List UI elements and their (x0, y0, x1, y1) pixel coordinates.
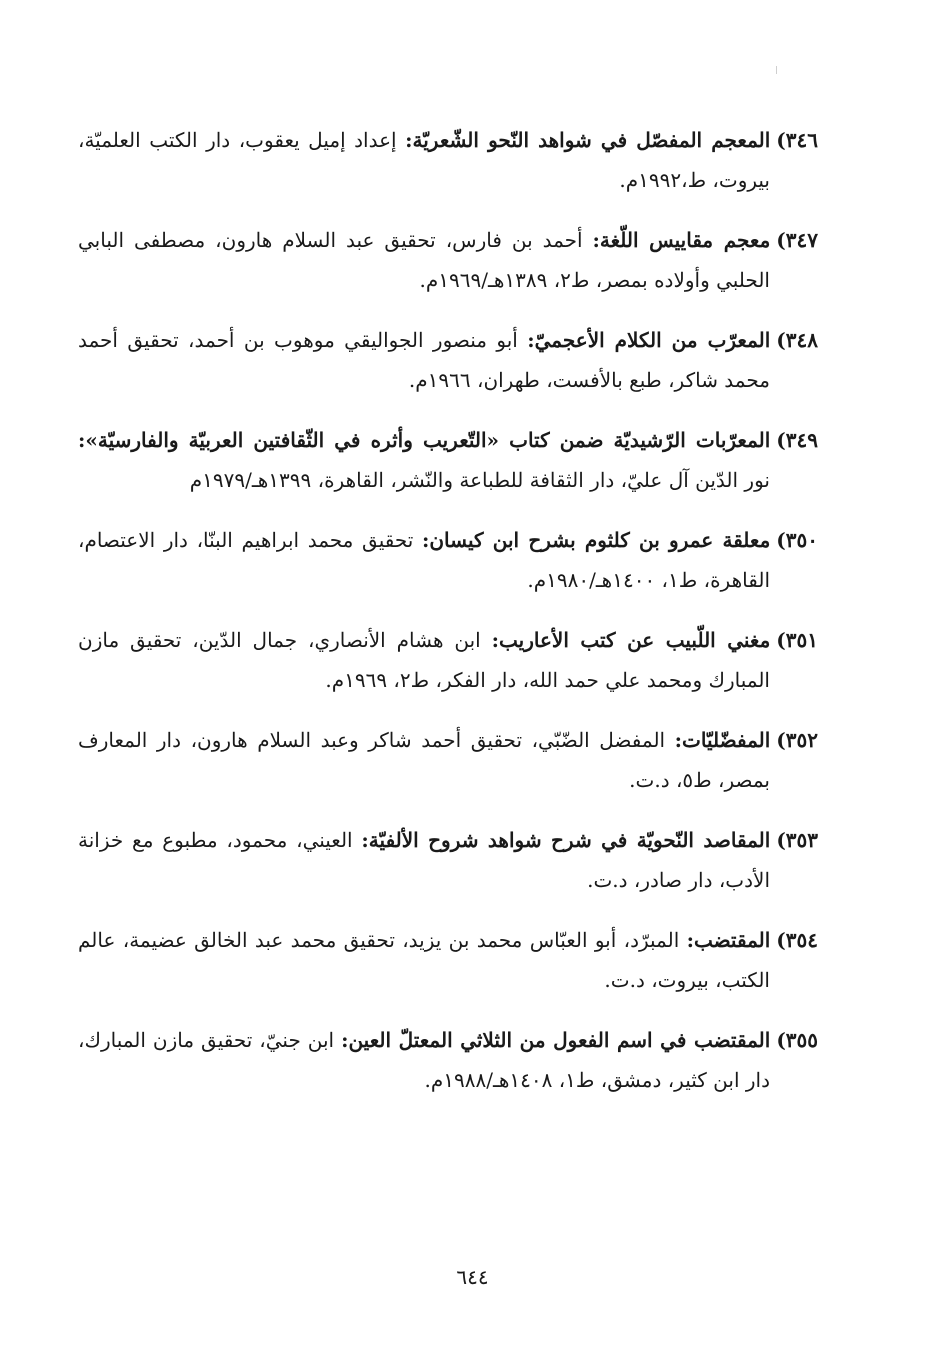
entry-title: مغني اللّبيب عن كتب الأعاريب: (491, 628, 771, 652)
bibliography-entry-355 (78, 1020, 818, 1100)
entry-number: ٣٥٥) (776, 1028, 819, 1052)
entry-details: أحمد بن فارس، تحقيق عبد السلام هارون، مصطفى البابي الحلبي وأولاده بمصر، ط٢، ١٣٨٩هـ/١٩٦٩م. (78, 228, 770, 292)
entry-details: إعداد إميل يعقوب، دار الكتب العلميّة، بيروت، ط،١٩٩٢م. (78, 128, 770, 192)
entry-title: المعجم المفصّل في شواهد النّحو الشّعريّة: (405, 128, 771, 152)
bibliography-entry-348 (78, 320, 818, 400)
entry-title: المقتضب: (686, 928, 771, 952)
entry-number: ٣٤٧) (776, 228, 818, 252)
entry-details: العيني، محمود، مطبوع مع خزانة الأدب، دار صادر، د.ت. (78, 828, 770, 892)
bibliography-entry-353 (78, 820, 818, 900)
entry-title: المعرّب من الكلام الأعجميّ: (527, 328, 771, 352)
entry-details: ابن هشام الأنصاري، جمال الدّين، تحقيق مازن المبارك ومحمد علي حمد الله، دار الفكر، ط٢، ١٩٦٩م. (78, 628, 770, 692)
entry-number: ٣٤٦) (776, 128, 818, 152)
entry-number: ٣٥٢) (776, 728, 818, 752)
entry-title: المعرّبات الرّشيديّة ضمن كتاب «التّعريب وأثره في الثّقافتين العربيّة والفارسيّة»: (78, 428, 771, 452)
bibliography-entry-354 (78, 920, 818, 1000)
entry-number: ٣٥١) (776, 628, 818, 652)
entry-title: معجم مقاييس اللّغة: (592, 228, 771, 252)
page-number: ٦٤٤ (456, 1265, 489, 1289)
entry-number: ٣٥٤) (776, 928, 818, 952)
entry-title: المقاصد النّحويّة في شرح شواهد شروح الألفيّة: (361, 828, 771, 852)
entry-number: ٣٤٩) (776, 428, 818, 452)
bibliography-entry-351 (78, 620, 818, 700)
entry-number: ٣٥٣) (776, 828, 819, 852)
entry-number: ٣٤٨) (776, 328, 818, 352)
entry-title: المقتضب في اسم الفعول من الثلاثي المعتلّ العين: (341, 1028, 771, 1052)
entry-details: أبو منصور الجواليقي موهوب بن أحمد، تحقيق أحمد محمد شاكر، طبع بالأفست، طهران، ١٩٦٦م. (78, 328, 770, 392)
entry-details: المفضل الضّبّي، تحقيق أحمد شاكر وعبد السلام هارون، دار المعارف بمصر، ط٥، د.ت. (78, 728, 770, 792)
bibliography-entry-352 (78, 720, 818, 800)
bibliography-entry-350 (78, 520, 818, 600)
entry-details: ابن جنيّ، تحقيق مازن المبارك، دار ابن كثير، دمشق، ط١، ١٤٠٨هـ/١٩٨٨م. (78, 1028, 770, 1092)
bibliography-entry-346 (78, 120, 818, 200)
entry-title: معلقة عمرو بن كلثوم بشرح ابن كيسان: (421, 528, 771, 552)
bibliography-list (78, 100, 818, 1117)
entry-details: المبرّد، أبو العبّاس محمد بن يزيد، تحقيق محمد عبد الخالق عضيمة، عالم الكتب، بيروت، د.ت. (78, 928, 770, 992)
entry-title: المفضّليّات: (674, 728, 771, 752)
scan-mark (776, 66, 777, 74)
entry-details: تحقيق محمد ابراهيم البنّا، دار الاعتصام، القاهرة، ط١، ١٤٠٠هـ/١٩٨٠م. (78, 528, 770, 592)
bibliography-entry-349 (78, 420, 818, 500)
bibliography-entry-347 (78, 220, 818, 300)
entry-details: نور الدّين آل عليّ، دار الثقافة للطباعة والنّشر، القاهرة، ١٣٩٩هـ/١٩٧٩م (189, 468, 770, 492)
entry-number: ٣٥٠) (776, 528, 818, 552)
